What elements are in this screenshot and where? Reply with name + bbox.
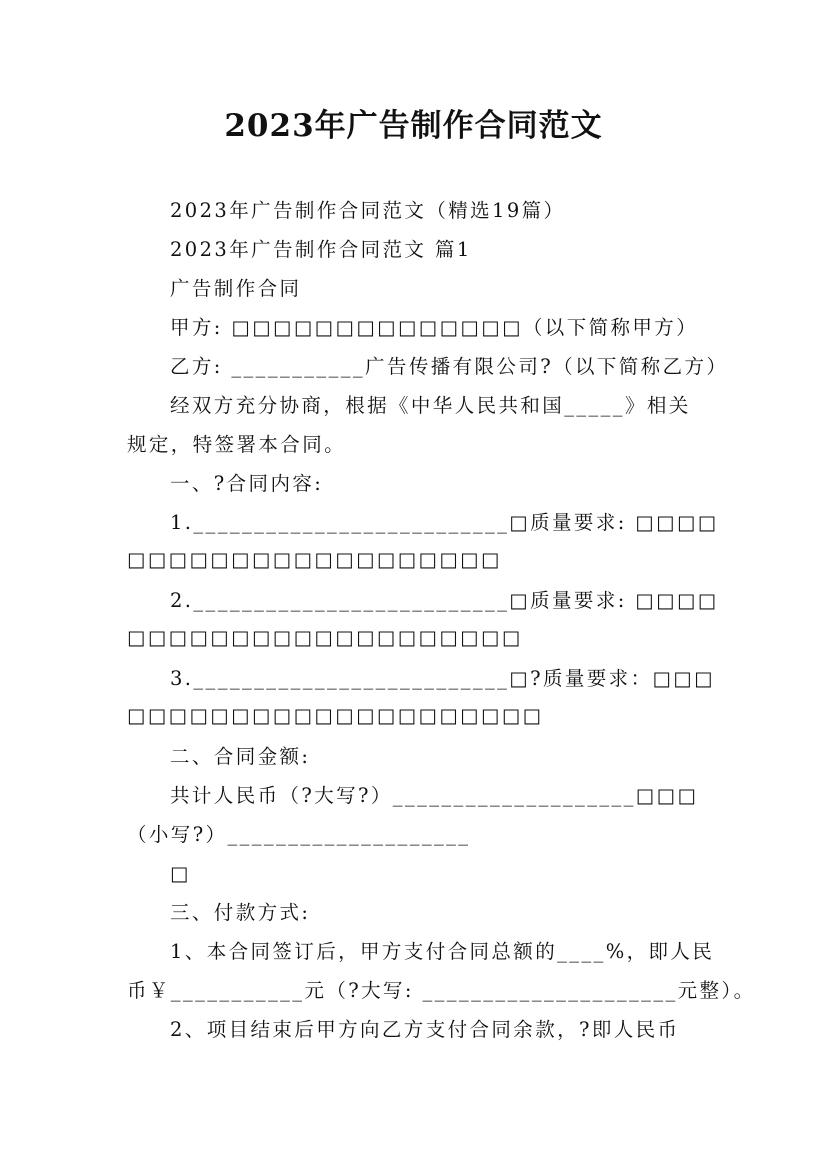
amount-line-box: □: [170, 862, 191, 885]
amount-line: 共计人民币（?大写?）____________________□□□: [170, 784, 699, 807]
content-item-3: 3.__________________________□?质量要求：□□□: [170, 667, 715, 690]
clause-heading: 一、?合同内容:: [170, 472, 324, 495]
clause-heading: 三、付款方式:: [170, 901, 311, 924]
payment-item-1-cont: 币￥___________元（?大写: _____________________元整）。: [127, 979, 756, 1002]
contract-name: 广告制作合同: [170, 277, 302, 300]
party-b-line: 乙方: ___________广告传播有限公司?（以下简称乙方）: [170, 355, 729, 378]
content-item-1-cont: □□□□□□□□□□□□□□□□□□: [127, 548, 502, 571]
section-heading: 2023年广告制作合同范文 篇1: [170, 238, 472, 261]
party-a-line: 甲方: □□□□□□□□□□□□□□（以下简称甲方）: [170, 316, 699, 339]
content-item-1: 1.__________________________□质量要求: □□□□: [170, 511, 719, 534]
payment-item-2: 2、项目结束后甲方向乙方支付合同余款，?即人民币: [170, 1018, 680, 1041]
content-item-3-cont: □□□□□□□□□□□□□□□□□□□□: [127, 704, 544, 727]
paragraph-line: 经双方充分协商，根据《中华人民共和国_____》相关: [170, 394, 691, 417]
content-item-2: 2.__________________________□质量要求: □□□□: [170, 589, 719, 612]
payment-item-1: 1、本合同签订后，甲方支付合同总额的____%，即人民: [170, 940, 715, 963]
document-title: 2023年广告制作合同范文: [224, 108, 603, 144]
intro-line: 2023年广告制作合同范文（精选19篇）: [170, 199, 566, 222]
paragraph-line: 规定，特签署本合同。: [127, 433, 347, 456]
content-item-2-cont: □□□□□□□□□□□□□□□□□□□: [127, 626, 523, 649]
amount-line-cont: （小写?）____________________: [127, 823, 471, 846]
clause-heading: 二、合同金额:: [170, 745, 311, 768]
